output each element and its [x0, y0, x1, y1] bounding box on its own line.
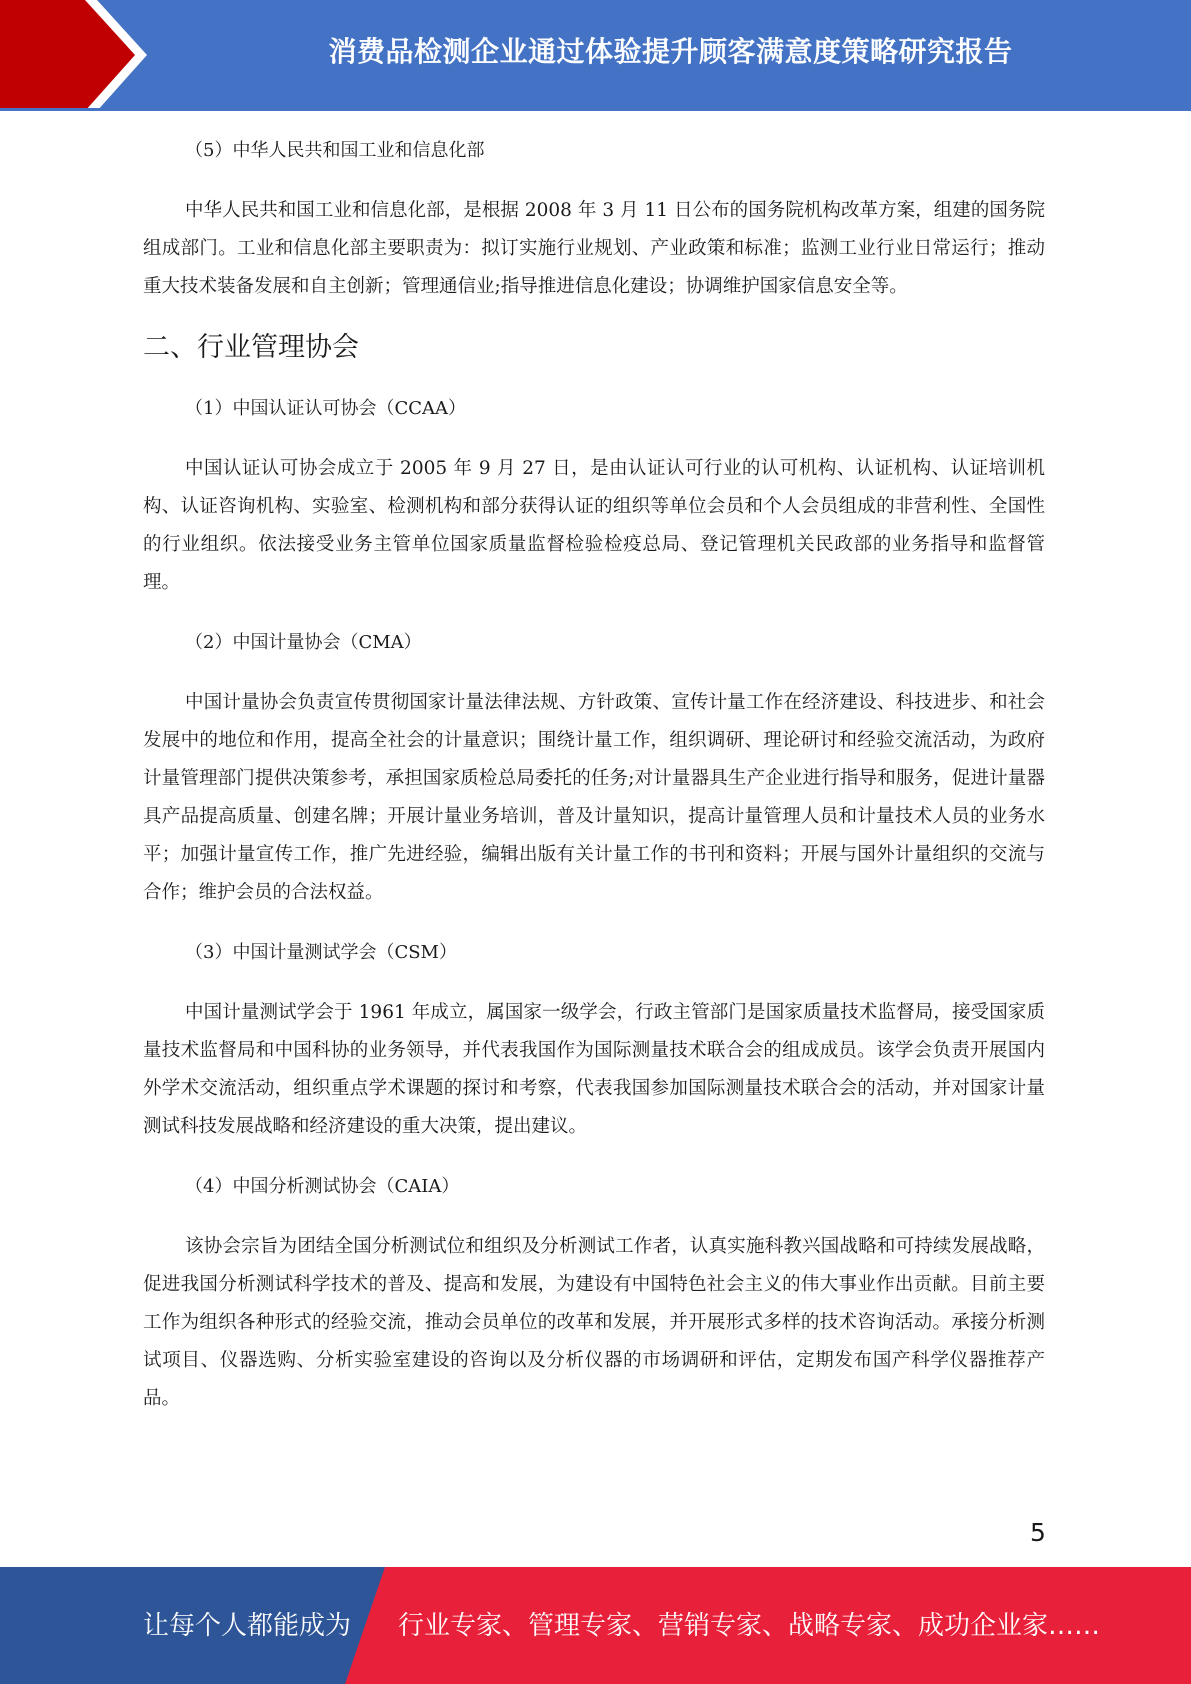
- section-title: 二、行业管理协会: [143, 332, 359, 363]
- item-paragraph-3: 中国计量测试学会于 1961 年成立，属国家一级学会，行政主管部门是国家质量技术监督局，接受国家质量技术监督局和中国科协的业务领导，并代表我国作为国际测量技术联合会的组成成员。该学会负责开展国内外学术交流活动，组织重点学术课题的探讨和考察，代表我国参加国际测量技术联合会的活动，并对国家计量测试科技发展战略和经济建设的重大决策，提出建议。: [143, 1002, 1045, 1137]
- item-heading-1: （1）中国认证认可协会（CCAA）: [185, 398, 466, 419]
- footer-slogan-right: 行业专家、管理专家、营销专家、战略专家、成功企业家……: [398, 1611, 1101, 1641]
- item-heading-2: （2）中国计量协会（CMA）: [185, 632, 422, 653]
- page-footer: [0, 1567, 1191, 1684]
- item-heading-3: （3）中国计量测试学会（CSM）: [185, 942, 457, 963]
- item-heading-4: （4）中国分析测试协会（CAIA）: [185, 1176, 460, 1197]
- page-number: 5: [1030, 1518, 1046, 1547]
- page-header: [0, 0, 1191, 111]
- item-heading-5: （5）中华人民共和国工业和信息化部: [185, 140, 485, 161]
- item-paragraph-1: 中国认证认可协会成立于 2005 年 9 月 27 日，是由认证认可行业的认可机构、认证机构、认证培训机构、认证咨询机构、实验室、检测机构和部分获得认证的组织等单位会员和个人会员组成的非营利性、全国性的行业组织。依法接受业务主管单位国家质量监督检验检疫总局、登记管理机关民政部的业务指导和监督管理。: [143, 458, 1045, 593]
- item-paragraph-4: 该协会宗旨为团结全国分析测试位和组织及分析测试工作者，认真实施科教兴国战略和可持续发展战略，促进我国分析测试科学技术的普及、提高和发展，为建设有中国特色社会主义的伟大事业作出贡献。目前主要工作为组织各种形式的经验交流，推动会员单位的改革和发展，并开展形式多样的技术咨询活动。承接分析测试项目、仪器选购、分析实验室建设的咨询以及分析仪器的市场调研和评估，定期发布国产科学仪器推荐产品。: [143, 1236, 1045, 1409]
- document-body: [143, 132, 1045, 1440]
- item-paragraph-2: 中国计量协会负责宣传贯彻国家计量法律法规、方针政策、宣传计量工作在经济建设、科技进步、和社会发展中的地位和作用，提高全社会的计量意识；围绕计量工作，组织调研、理论研讨和经验交流活动，为政府计量管理部门提供决策参考，承担国家质检总局委托的任务;对计量器具生产企业进行指导和服务，促进计量器具产品提高质量、创建名牌；开展计量业务培训，普及计量知识，提高计量管理人员和计量技术人员的业务水平；加强计量宣传工作，推广先进经验，编辑出版有关计量工作的书刊和资料；开展与国外计量组织的交流与合作；维护会员的合法权益。: [143, 692, 1045, 903]
- report-title: 消费品检测企业通过体验提升顾客满意度策略研究报告: [328, 35, 1013, 68]
- footer-slogan-left: 让每个人都能成为: [143, 1611, 352, 1641]
- item-paragraph-5: 中华人民共和国工业和信息化部，是根据 2008 年 3 月 11 日公布的国务院机构改革方案，组建的国务院组成部门。工业和信息化部主要职责为：拟订实施行业规划、产业政策和标准；监测工业行业日常运行；推动重大技术装备发展和自主创新；管理通信业;指导推进信息化建设；协调维护国家信息安全等。: [143, 200, 1045, 297]
